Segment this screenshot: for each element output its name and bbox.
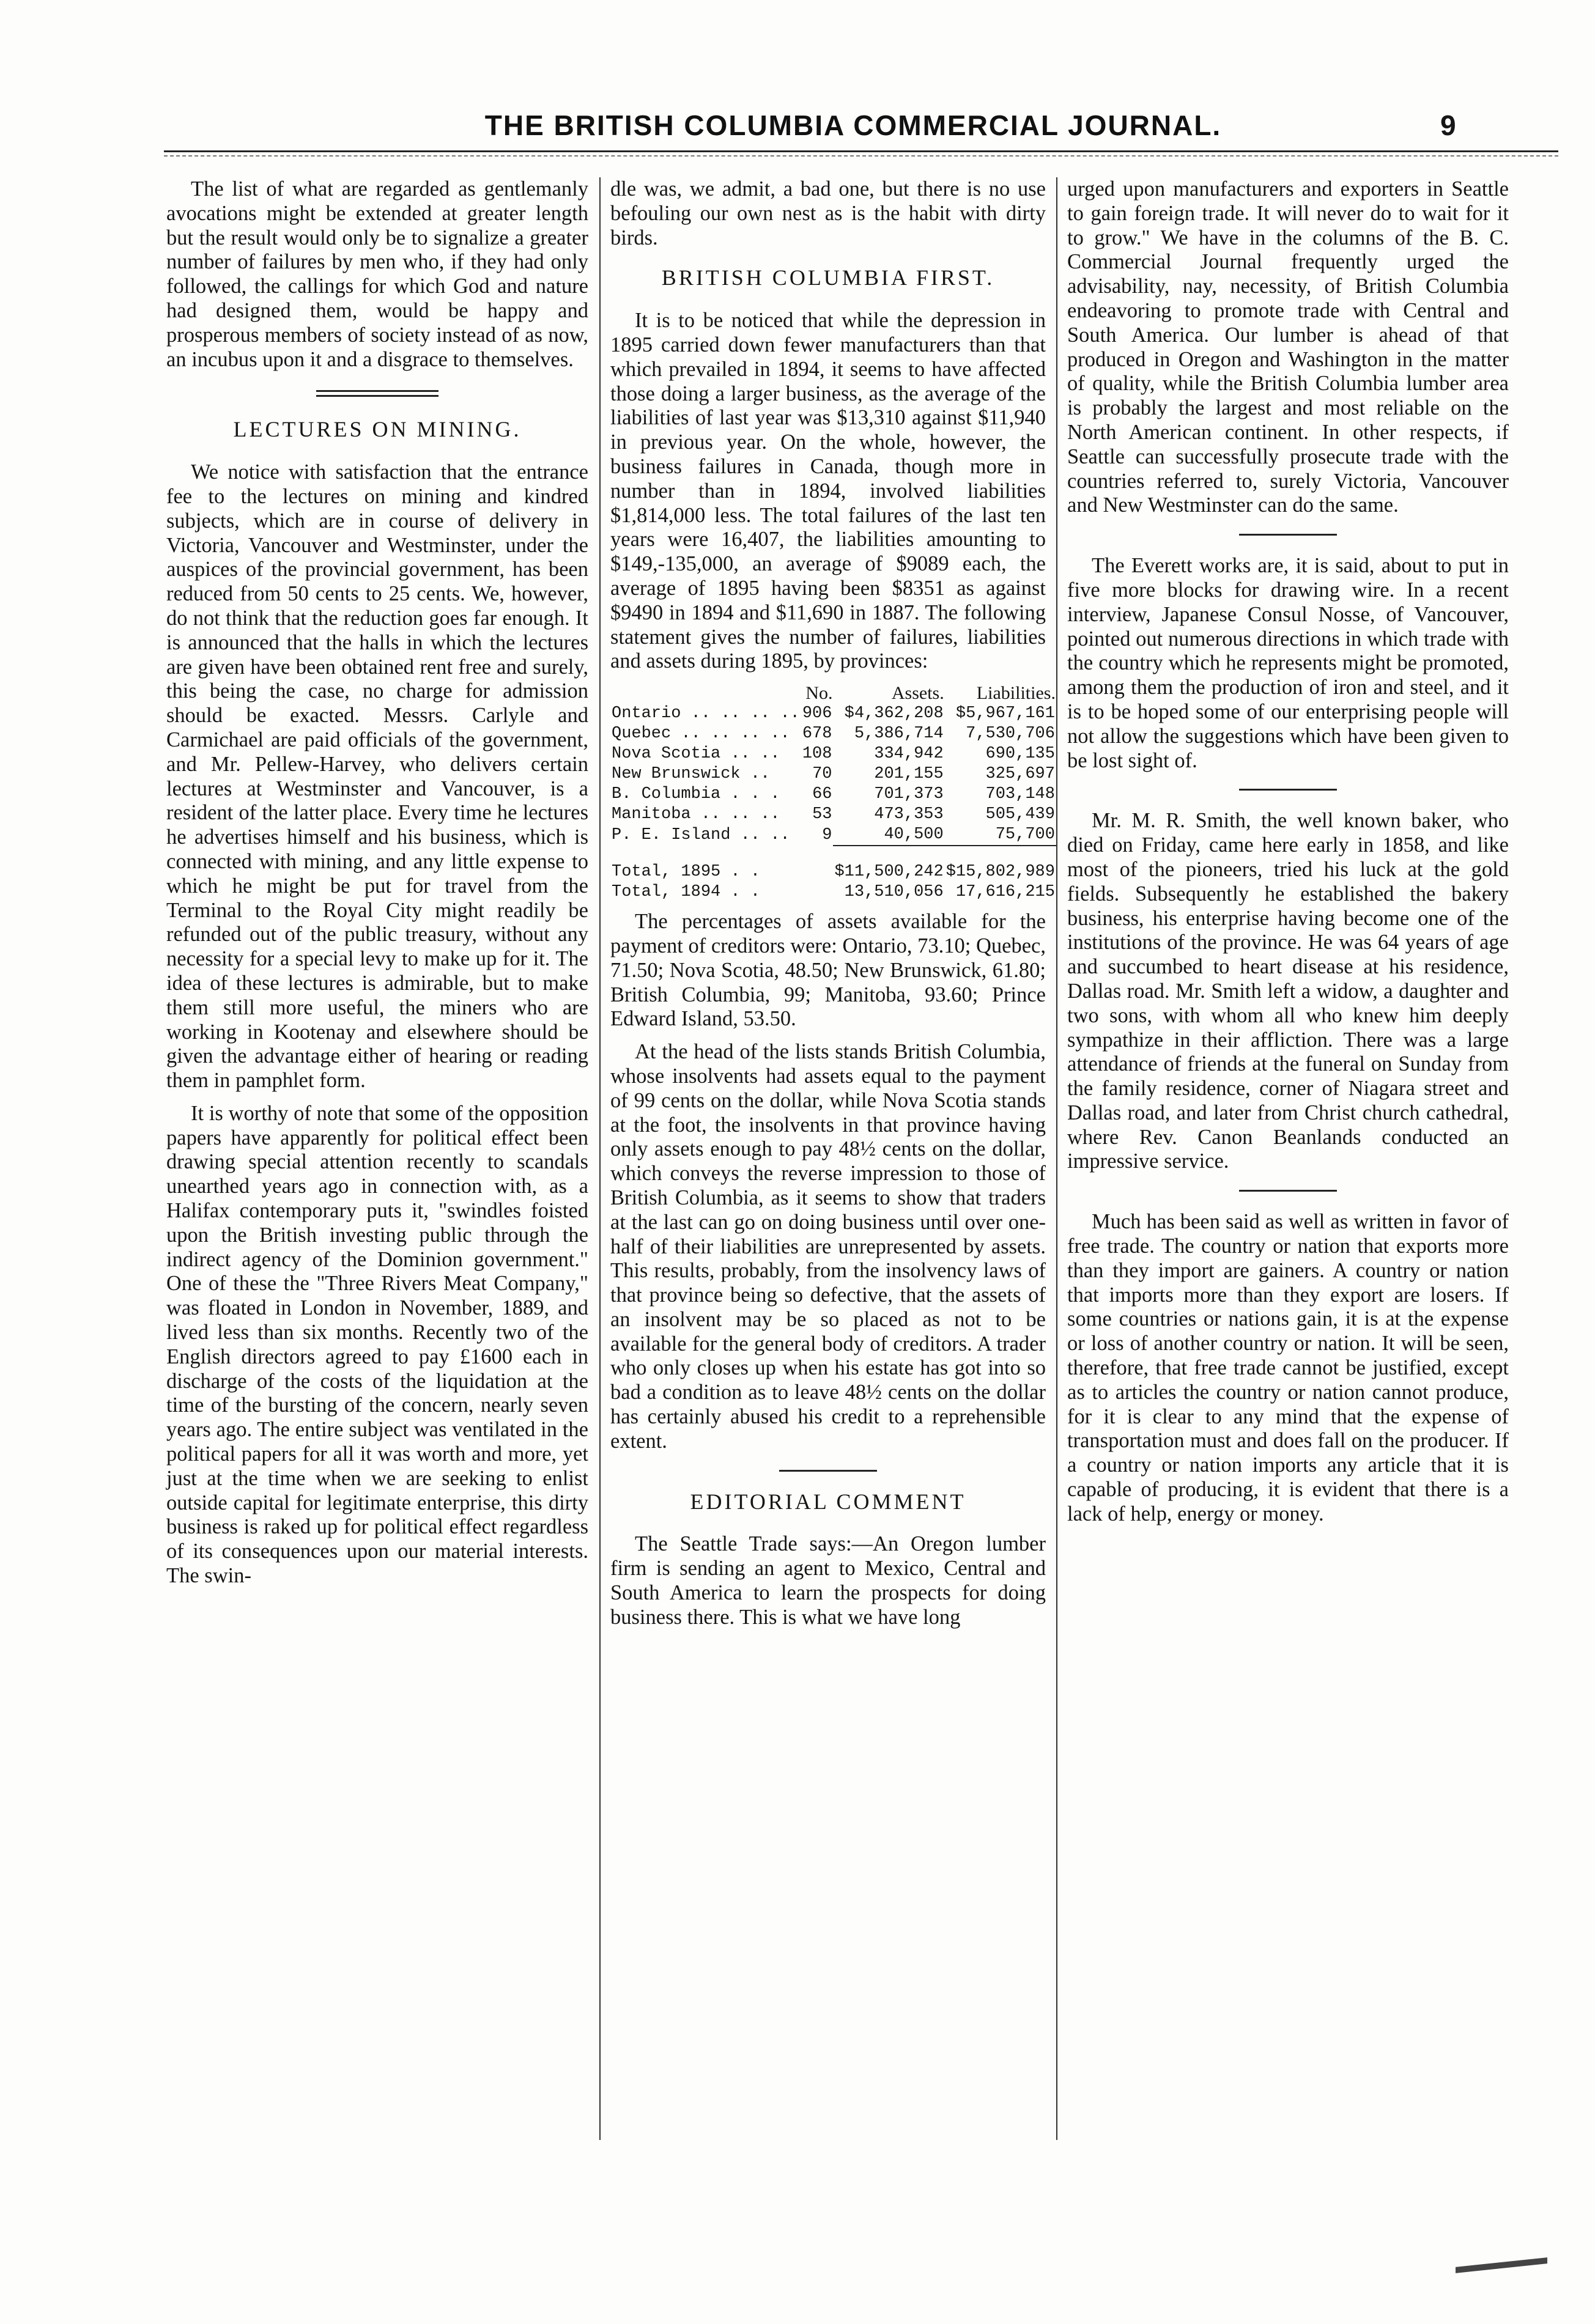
masthead-title: THE BRITISH COLUMBIA COMMERCIAL JOURNAL.: [484, 109, 1222, 141]
article-paragraph: We notice with satisfaction that the entrance fee to the lectures on mining and kindred subjects, which are in course of delivery in Victoria, Vancouver and Westminster, under the auspices of the provincial government, has been reduced from 50 cents to 25 cents. We, however, do not think that the reduction goes far enough. It is announced that the halls in which the lectures are given have been obtained rent free and surely, this being the case, no charge for admission should be exacted. Messrs. Carlyle and Carmichael are paid officials of the government, and Mr. Pellew-Harvey, who delivers certain lectures at Westminster and Vancouver, is a resident of the latter place. Every time he lectures he advertises himself and his business, which is connected with mining, and any little expense to which he might be put for travel from the Terminal to the Royal City might readily be refunded out of the public treasury, without any necessity for a special levy to make up for it. The idea of these lectures is admirable, but to make them still more useful, the miners who are working in Kootenay and elsewhere should be given the advantage either of hearing or reading them in pamphlet form.: [166, 460, 588, 1093]
liabilities-cell: $5,967,161: [955, 704, 1055, 723]
table-header-assets: Assets.: [891, 683, 944, 704]
province-cell: New Brunswick ..: [612, 765, 771, 784]
province-cell: Ontario .. .. .. ..: [612, 704, 800, 723]
section-heading-bc-first: BRITISH COLUMBIA FIRST.: [661, 265, 995, 290]
article-paragraph: The percentages of assets available for the payment of creditors were: Ontario, 73.10; Quebec, 71.50; Nova Scotia, 48.50; New Brunswick, 61.80; British Columbia, 99; Manitoba, 93.60; Prince Edward Island, 53.50.: [610, 910, 1046, 1031]
table-row: [610, 704, 1056, 724]
assets-cell: 40,500: [833, 825, 944, 846]
article-paragraph: It is to be noticed that while the depression in 1895 carried down fewer manufacturers than that which prevailed in 1894, it seems to have affected those doing a larger business, as the average of the liabilities of last year was $13,310 against $11,940 in previous year. On the whole, however, the business failures in Canada, though more in number than in 1894, involved liabilities $1,814,000 less. The total failures of the last ten years were 16,407, the liabilities amounting to $149,-135,000, an average of $9089 each, the average of 1895 having been $8351 as against $9490 in 1894 and $11,690 in 1887. The following statement gives the number of failures, liabilities and assets during 1895, by provinces:: [610, 309, 1046, 673]
column-1: [166, 177, 588, 1597]
article-paragraph: dle was, we admit, a bad one, but there is no use befouling our own nest as is the habit with dirty birds.: [610, 177, 1046, 249]
page-number: 9: [1440, 109, 1456, 141]
total-label: Total, 1895 . .: [612, 862, 761, 881]
section-divider: [1239, 1190, 1337, 1192]
table-header-row: [610, 682, 1056, 704]
article-paragraph: The Seattle Trade says:—An Oregon lumber firm is sending an agent to Mexico, Central and South America to learn the prospects for doing business there. This is what we have long: [610, 1532, 1046, 1629]
province-cell: Manitoba .. .. ..: [612, 805, 780, 824]
article-paragraph: The list of what are regarded as gentlemanly avocations might be extended at greater length but the result would only be to signalize a greater number of failures by men who, if they had only followed, the callings for which God and nature had designed them, would be happy and prosperous members of society instead of as now, an incubus upon it and a disgrace to themselves.: [166, 177, 588, 371]
failures-table: [610, 682, 1056, 902]
assets-cell: 5,386,714: [854, 725, 944, 743]
column-2: [610, 177, 1056, 1639]
total-row: [610, 882, 1056, 902]
article-paragraph: Mr. M. R. Smith, the well known baker, who died on Friday, came here early in 1858, and like most of the pioneers, tried his luck at the gold fields. Subsequently he established the bakery business, his enterprise having become one of the institutions of the province. He was 64 years of age and succumbed to heart disease at his residence, Dallas road. Mr. Smith left a widow, a daughter and two sons, with whom all who knew him deeply sympathize in their affliction. There was a large attendance of friends at the funeral on Sunday from the family residence, corner of Niagara street and Dallas road, and later from Christ church cathedral, where Rev. Canon Beanlands conducted an impressive service.: [1067, 809, 1509, 1173]
assets-cell: 201,155: [874, 765, 944, 784]
total-assets: $11,500,242: [834, 863, 944, 882]
no-cell: 9: [822, 825, 832, 844]
liabilities-cell: 7,530,706: [966, 725, 1055, 743]
no-cell: 70: [812, 765, 832, 784]
section-divider: [1239, 534, 1337, 536]
section-divider: [316, 390, 439, 397]
section-divider: [779, 1470, 877, 1472]
table-header-no: No.: [805, 683, 833, 704]
page-header: [0, 109, 1595, 152]
total-liabilities: 17,616,215: [955, 883, 1055, 902]
assets-cell: 473,353: [874, 805, 944, 824]
section-divider: [1239, 789, 1337, 791]
no-cell: 108: [802, 745, 832, 764]
province-cell: Quebec .. .. .. ..: [612, 725, 790, 743]
column-3: [1067, 177, 1509, 1535]
table-header-liabilities: Liabilities.: [976, 683, 1056, 704]
liabilities-cell: 325,697: [985, 765, 1055, 784]
column-divider: [1056, 177, 1057, 2140]
table-header-blank: [610, 682, 801, 704]
total-row: [610, 846, 1056, 882]
article-paragraph: Much has been said as well as written in favor of free trade. The country or nation that exports more than they import are gainers. A country or nation that imports more than they export are losers. If some countries or nations gain, it is at the expense or loss of another country or nation. It will be seen, therefore, that free trade cannot be justified, except as to articles the country or nation cannot produce, for it is clear to any mind that the expense of transportation must and does fall on the producer. If a country or nation imports any article that it is capable of producing, it is evident that there is a lack of help, energy or money.: [1067, 1210, 1509, 1525]
header-rule: [164, 150, 1558, 152]
scan-artifact: [1456, 2257, 1547, 2273]
article-paragraph: The Everett works are, it is said, about to put in five more blocks for drawing wire. In a recent interview, Japanese Consul Nosse, of Vancouver, pointed out numerous directions in which trade with the country which he represents might be promoted, among them the production of iron and steel, and it is to be hoped some of our enterprising people will not allow the suggestions which have been given to be lost sight of.: [1067, 554, 1509, 772]
table-row: [610, 744, 1056, 764]
total-assets: 13,510,056: [844, 883, 944, 902]
no-cell: 906: [802, 704, 832, 723]
liabilities-cell: 75,700: [945, 825, 1056, 846]
table-row: [610, 825, 1056, 846]
no-cell: 66: [812, 785, 832, 804]
liabilities-cell: 505,439: [985, 805, 1055, 824]
no-cell: 53: [812, 805, 832, 824]
province-cell: B. Columbia . . .: [612, 785, 780, 804]
province-cell: Nova Scotia .. ..: [612, 745, 780, 764]
table-row: [610, 805, 1056, 825]
article-paragraph: It is worthy of note that some of the opposition papers have apparently for political effect been drawing special attention recently to scandals unearthed years ago in connection with, as a Halifax contemporary puts it, "swindles foisted upon the British investing public through the indirect agency of the Dominion government." One of these the "Three Rivers Meat Company," was floated in London in November, 1889, and lived less than six months. Recently two of the English directors agreed to pay £1600 each in discharge of the costs of the liquidation at the time of the bursting of the concern, nearly seven years ago. The entire subject was ventilated in the political papers for all it was worth and more, yet just at the time when we are seeking to enlist outside capital for legitimate enterprise, this dirty business is raked up for political effect regardless of its consequences upon our material interests. The swin-: [166, 1101, 588, 1588]
section-heading-lectures: LECTURES ON MINING.: [233, 417, 522, 442]
province-cell: P. E. Island .. ..: [612, 825, 790, 844]
liabilities-cell: 703,148: [985, 785, 1055, 804]
table-row: [610, 784, 1056, 805]
table-row: [610, 764, 1056, 784]
liabilities-cell: 690,135: [985, 745, 1055, 764]
assets-cell: 334,942: [874, 745, 944, 764]
header-rule-dashed: [164, 155, 1558, 157]
article-paragraph: At the head of the lists stands British Columbia, whose insolvents had assets equal to the payment of 99 cents on the dollar, while Nova Scotia stands at the foot, the insolvents in that province having only assets enough to pay 48½ cents on the dollar, which conveys the reverse impression to those of British Columbia, as it seems to show that traders at the last can go on doing business until over one-half of their liabilities are unrepresented by assets. This results, probably, from the insolvency laws of that province being so defective, that the assets of an insolvent may be so placed as not to be available for the general body of creditors. A trader who only closes up when his estate has got into so bad a condition as to leave 48½ cents on the dollar has certainly abused his credit to a reprehensible extent.: [610, 1040, 1046, 1453]
total-liabilities: $15,802,989: [946, 863, 1055, 882]
section-heading-editorial: EDITORIAL COMMENT: [690, 1489, 966, 1514]
assets-cell: 701,373: [874, 785, 944, 804]
assets-cell: $4,362,208: [844, 704, 944, 723]
column-divider: [599, 177, 601, 2140]
no-cell: 678: [802, 725, 832, 743]
article-paragraph: urged upon manufacturers and exporters in Seattle to gain foreign trade. It will never do to wait for it to grow." We have in the columns of the B. C. Commercial Journal frequently urged the advisability, nay, necessity, of British Columbia endeavoring to promote trade with Central and South America. Our lumber is ahead of that produced in Oregon and Washington in the matter of quality, while the British Columbia lumber area is probably the largest and most reliable on the North American continent. In other respects, if Seattle can successfully prosecute trade with the countries referred to, surely Victoria, Vancouver and New Westminster can do the same.: [1067, 177, 1509, 517]
table-row: [610, 724, 1056, 744]
total-label: Total, 1894 . .: [612, 883, 761, 902]
